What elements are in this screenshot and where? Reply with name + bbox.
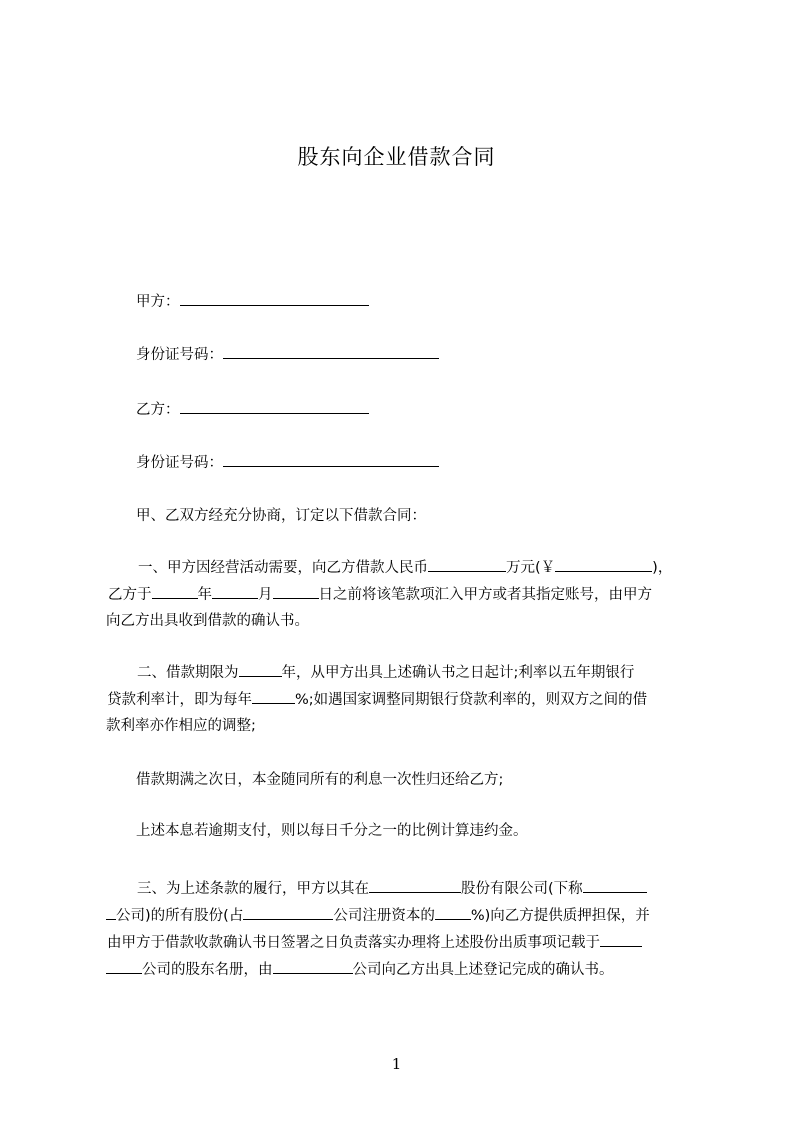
party-b-blank[interactable] xyxy=(180,399,369,414)
clause-3-line-4 xyxy=(106,959,614,980)
repayment-paragraph: 借款期满之次日，本金随同所有的利息一次性归还给乙方; xyxy=(136,772,504,788)
clause-3-text-g: 公司的股东名册，由 xyxy=(142,962,273,978)
clause-1-text-d: 乙方于 xyxy=(108,587,152,603)
party-a-blank[interactable] xyxy=(180,291,369,306)
clause-2-line-3: 款利率亦作相应的调整; xyxy=(106,718,256,734)
month-blank[interactable] xyxy=(212,584,258,599)
clause-1-line-2 xyxy=(108,584,652,605)
party-a-id-label: 身份证号码： xyxy=(136,347,223,363)
loan-amount-figure-blank[interactable] xyxy=(555,557,652,572)
clause-2-text-a: 二、借款期限为 xyxy=(137,665,239,681)
interest-rate-blank[interactable] xyxy=(252,689,295,704)
clause-1-text-f: 月 xyxy=(258,587,273,603)
company-short-name-blank-cont[interactable] xyxy=(106,905,116,920)
clause-2-line-2 xyxy=(107,689,647,710)
clause-3-text-a: 三、为上述条款的履行，甲方以其在 xyxy=(137,881,369,897)
company-name-blank[interactable] xyxy=(369,878,461,893)
party-b-id-label: 身份证号码： xyxy=(136,455,223,471)
share-percent-blank[interactable] xyxy=(435,905,471,920)
loan-term-blank[interactable] xyxy=(239,662,282,677)
party-a-id-blank[interactable] xyxy=(223,344,439,359)
clause-1-text-g: 日之前将该笔款项汇入甲方或者其指定账号，由甲方 xyxy=(318,587,652,603)
clause-1-line-3: 向乙方出具收到借款的确认书。 xyxy=(106,613,309,629)
clause-2-text-d: %;如遇国家调整同期银行贷款利率的，则双方之间的借 xyxy=(295,692,648,708)
party-a-id-line xyxy=(136,344,439,365)
party-a-label: 甲方： xyxy=(136,294,180,310)
clause-3-line-1 xyxy=(137,878,647,899)
year-blank[interactable] xyxy=(152,584,198,599)
document-title: 股东向企业借款合同 xyxy=(297,145,496,169)
clause-3-text-b: 股份有限公司(下称 xyxy=(461,881,583,897)
penalty-paragraph: 上述本息若逾期支付，则以每日千分之一的比例计算违约金。 xyxy=(136,823,528,839)
clause-1-text-a: 一、甲方因经营活动需要，向乙方借款人民币 xyxy=(138,560,428,576)
register-company-blank[interactable] xyxy=(600,932,642,947)
clause-1-text-c: )， xyxy=(652,560,673,576)
page-number: 1 xyxy=(391,1055,402,1073)
clause-3-text-h: 公司向乙方出具上述登记完成的确认书。 xyxy=(352,962,614,978)
party-b-id-line xyxy=(136,452,439,473)
party-b-id-blank[interactable] xyxy=(223,452,439,467)
share-percent-company-blank[interactable] xyxy=(243,905,333,920)
party-a-line xyxy=(136,291,369,312)
issuing-company-blank[interactable] xyxy=(273,959,353,974)
clause-3-text-f: 由甲方于借款收款确认书日签署之日负责落实办理将上述股份出质事项记载于 xyxy=(107,935,600,951)
clause-2-line-1 xyxy=(137,662,634,683)
clause-3-line-2 xyxy=(106,905,650,926)
clause-1-text-b: 万元(￥ xyxy=(506,560,556,576)
intro-paragraph: 甲、乙双方经充分协商，订定以下借款合同： xyxy=(136,508,426,524)
day-blank[interactable] xyxy=(273,584,319,599)
clause-3-text-e: %)向乙方提供质押担保，并 xyxy=(470,908,650,924)
clause-3-line-3 xyxy=(107,932,642,953)
party-b-line xyxy=(136,399,369,420)
clause-3-text-d: 公司注册资本的 xyxy=(333,908,435,924)
clause-3-text-c: 公司)的所有股份(占 xyxy=(116,908,244,924)
clause-1-text-e: 年 xyxy=(197,587,212,603)
company-short-name-blank[interactable] xyxy=(583,878,647,893)
loan-amount-blank[interactable] xyxy=(428,557,506,572)
register-company-blank-cont[interactable] xyxy=(106,959,142,974)
party-b-label: 乙方： xyxy=(136,402,180,418)
clause-1-line-1 xyxy=(138,557,672,578)
clause-2-text-c: 贷款利率计，即为每年 xyxy=(107,692,252,708)
clause-2-text-b: 年，从甲方出具上述确认书之日起计;利率以五年期银行 xyxy=(281,665,635,681)
